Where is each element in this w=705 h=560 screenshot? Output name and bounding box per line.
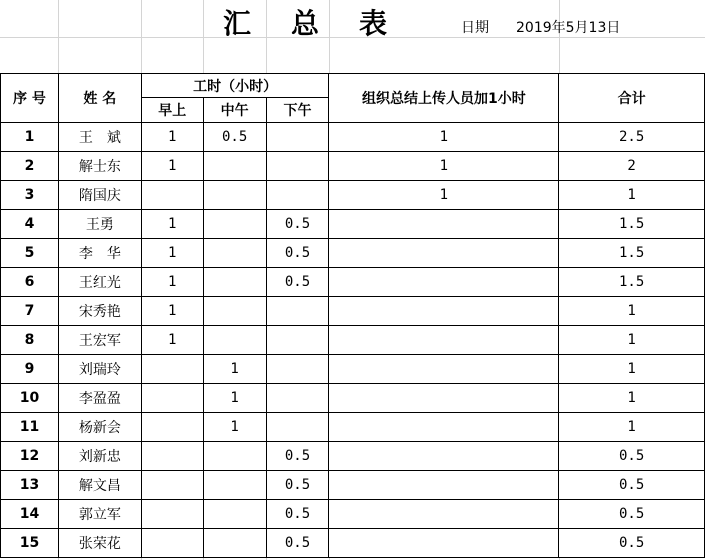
cell-total[interactable]: 0.5 bbox=[559, 529, 705, 558]
cell-noon[interactable] bbox=[203, 268, 266, 297]
cell-name[interactable]: 王红光 bbox=[58, 268, 141, 297]
cell-seq[interactable]: 11 bbox=[1, 413, 59, 442]
cell-seq[interactable]: 5 bbox=[1, 239, 59, 268]
cell-afternoon[interactable]: 0.5 bbox=[266, 471, 329, 500]
cell-total[interactable]: 1.5 bbox=[559, 239, 705, 268]
date-value: 2019年5月13日 bbox=[516, 20, 621, 36]
cell-organize[interactable] bbox=[329, 297, 559, 326]
cell-seq[interactable]: 2 bbox=[1, 152, 59, 181]
cell-afternoon[interactable]: 0.5 bbox=[266, 268, 329, 297]
cell-organize[interactable] bbox=[329, 471, 559, 500]
cell-total[interactable]: 1 bbox=[559, 326, 705, 355]
cell-seq[interactable]: 12 bbox=[1, 442, 59, 471]
sheet-title: 汇总表 bbox=[222, 7, 427, 40]
cell-morning[interactable]: 1 bbox=[141, 152, 203, 181]
cell-morning[interactable]: 1 bbox=[141, 210, 203, 239]
cell-organize[interactable] bbox=[329, 326, 559, 355]
table-row bbox=[1, 529, 705, 558]
cell-noon[interactable]: 1 bbox=[203, 413, 266, 442]
cell-morning[interactable] bbox=[141, 384, 203, 413]
header-organize: 组织总结上传人员加1小时 bbox=[329, 74, 559, 123]
cell-morning[interactable] bbox=[141, 181, 203, 210]
cell-afternoon[interactable]: 0.5 bbox=[266, 442, 329, 471]
cell-morning[interactable]: 1 bbox=[141, 268, 203, 297]
cell-total[interactable]: 1.5 bbox=[559, 268, 705, 297]
table-row bbox=[1, 471, 705, 500]
cell-noon[interactable]: 0.5 bbox=[203, 123, 266, 152]
cell-morning[interactable]: 1 bbox=[141, 297, 203, 326]
cell-name[interactable]: 解文昌 bbox=[58, 471, 141, 500]
table-row bbox=[1, 384, 705, 413]
cell-seq[interactable]: 7 bbox=[1, 297, 59, 326]
header-total: 合计 bbox=[559, 74, 705, 123]
cell-organize[interactable]: 1 bbox=[329, 123, 559, 152]
table-row bbox=[1, 210, 705, 239]
cell-name[interactable]: 解士东 bbox=[58, 152, 141, 181]
cell-morning[interactable] bbox=[141, 442, 203, 471]
cell-seq[interactable]: 4 bbox=[1, 210, 59, 239]
cell-morning[interactable] bbox=[141, 355, 203, 384]
cell-seq[interactable]: 1 bbox=[1, 123, 59, 152]
header-noon: 中午 bbox=[203, 98, 266, 123]
cell-name[interactable]: 刘瑞玲 bbox=[58, 355, 141, 384]
cell-organize[interactable] bbox=[329, 442, 559, 471]
cell-noon[interactable] bbox=[203, 471, 266, 500]
cell-total[interactable]: 0.5 bbox=[559, 500, 705, 529]
cell-name[interactable]: 李盈盈 bbox=[58, 384, 141, 413]
table-row bbox=[1, 239, 705, 268]
table-row bbox=[1, 181, 705, 210]
cell-total[interactable]: 0.5 bbox=[559, 471, 705, 500]
cell-seq[interactable]: 6 bbox=[1, 268, 59, 297]
table-row bbox=[1, 413, 705, 442]
cell-morning[interactable] bbox=[141, 500, 203, 529]
header-hours-group: 工时（小时） bbox=[141, 74, 329, 98]
date-label: 日期 bbox=[461, 20, 489, 36]
summary-table bbox=[0, 73, 705, 558]
cell-total[interactable]: 1 bbox=[559, 355, 705, 384]
cell-organize[interactable] bbox=[329, 268, 559, 297]
cell-total[interactable]: 1 bbox=[559, 413, 705, 442]
table-row bbox=[1, 297, 705, 326]
cell-seq[interactable]: 10 bbox=[1, 384, 59, 413]
cell-noon[interactable] bbox=[203, 297, 266, 326]
cell-total[interactable]: 2 bbox=[559, 152, 705, 181]
cell-seq[interactable]: 13 bbox=[1, 471, 59, 500]
cell-noon[interactable] bbox=[203, 239, 266, 268]
cell-organize[interactable] bbox=[329, 210, 559, 239]
cell-afternoon[interactable] bbox=[266, 297, 329, 326]
cell-afternoon[interactable] bbox=[266, 355, 329, 384]
cell-afternoon[interactable] bbox=[266, 326, 329, 355]
cell-organize[interactable]: 1 bbox=[329, 181, 559, 210]
cell-afternoon[interactable] bbox=[266, 181, 329, 210]
cell-seq[interactable]: 14 bbox=[1, 500, 59, 529]
cell-name[interactable]: 刘新忠 bbox=[58, 442, 141, 471]
cell-afternoon[interactable]: 0.5 bbox=[266, 500, 329, 529]
cell-name[interactable]: 郭立军 bbox=[58, 500, 141, 529]
cell-noon[interactable] bbox=[203, 326, 266, 355]
cell-organize[interactable] bbox=[329, 239, 559, 268]
cell-noon[interactable] bbox=[203, 152, 266, 181]
cell-morning[interactable]: 1 bbox=[141, 326, 203, 355]
cell-total[interactable]: 2.5 bbox=[559, 123, 705, 152]
cell-name[interactable]: 李 华 bbox=[58, 239, 141, 268]
cell-seq[interactable]: 3 bbox=[1, 181, 59, 210]
cell-total[interactable]: 1 bbox=[559, 384, 705, 413]
header-name: 姓 名 bbox=[58, 74, 141, 123]
header-row bbox=[1, 74, 705, 98]
cell-organize[interactable] bbox=[329, 384, 559, 413]
header-afternoon: 下午 bbox=[266, 98, 329, 123]
cell-total[interactable]: 0.5 bbox=[559, 442, 705, 471]
cell-organize[interactable] bbox=[329, 355, 559, 384]
cell-name[interactable]: 宋秀艳 bbox=[58, 297, 141, 326]
cell-name[interactable]: 王勇 bbox=[58, 210, 141, 239]
cell-morning[interactable] bbox=[141, 413, 203, 442]
cell-organize[interactable] bbox=[329, 413, 559, 442]
cell-noon[interactable] bbox=[203, 181, 266, 210]
cell-noon[interactable]: 1 bbox=[203, 384, 266, 413]
cell-afternoon[interactable]: 0.5 bbox=[266, 239, 329, 268]
cell-organize[interactable]: 1 bbox=[329, 152, 559, 181]
cell-noon[interactable] bbox=[203, 210, 266, 239]
cell-afternoon[interactable]: 0.5 bbox=[266, 529, 329, 558]
cell-afternoon[interactable] bbox=[266, 123, 329, 152]
cell-seq[interactable]: 8 bbox=[1, 326, 59, 355]
cell-afternoon[interactable] bbox=[266, 152, 329, 181]
table-row bbox=[1, 355, 705, 384]
cell-morning[interactable] bbox=[141, 471, 203, 500]
cell-morning[interactable] bbox=[141, 529, 203, 558]
table-row bbox=[1, 152, 705, 181]
cell-afternoon[interactable] bbox=[266, 384, 329, 413]
cell-name[interactable]: 王宏军 bbox=[58, 326, 141, 355]
table-row bbox=[1, 442, 705, 471]
table-row bbox=[1, 500, 705, 529]
header-morning: 早上 bbox=[141, 98, 203, 123]
cell-seq[interactable]: 15 bbox=[1, 529, 59, 558]
cell-name[interactable]: 杨新会 bbox=[58, 413, 141, 442]
table-row bbox=[1, 268, 705, 297]
table-row bbox=[1, 326, 705, 355]
cell-noon[interactable] bbox=[203, 500, 266, 529]
cell-total[interactable]: 1 bbox=[559, 181, 705, 210]
cell-seq[interactable]: 9 bbox=[1, 355, 59, 384]
cell-organize[interactable] bbox=[329, 500, 559, 529]
header-seq: 序 号 bbox=[1, 74, 59, 123]
cell-name[interactable]: 隋国庆 bbox=[58, 181, 141, 210]
cell-afternoon[interactable]: 0.5 bbox=[266, 210, 329, 239]
cell-morning[interactable]: 1 bbox=[141, 239, 203, 268]
table-row bbox=[1, 123, 705, 152]
cell-total[interactable]: 1.5 bbox=[559, 210, 705, 239]
cell-total[interactable]: 1 bbox=[559, 297, 705, 326]
cell-name[interactable]: 张荣花 bbox=[58, 529, 141, 558]
cell-afternoon[interactable] bbox=[266, 413, 329, 442]
cell-noon[interactable]: 1 bbox=[203, 355, 266, 384]
cell-noon[interactable] bbox=[203, 442, 266, 471]
cell-name[interactable]: 王 斌 bbox=[58, 123, 141, 152]
cell-morning[interactable]: 1 bbox=[141, 123, 203, 152]
cell-noon[interactable] bbox=[203, 529, 266, 558]
cell-organize[interactable] bbox=[329, 529, 559, 558]
